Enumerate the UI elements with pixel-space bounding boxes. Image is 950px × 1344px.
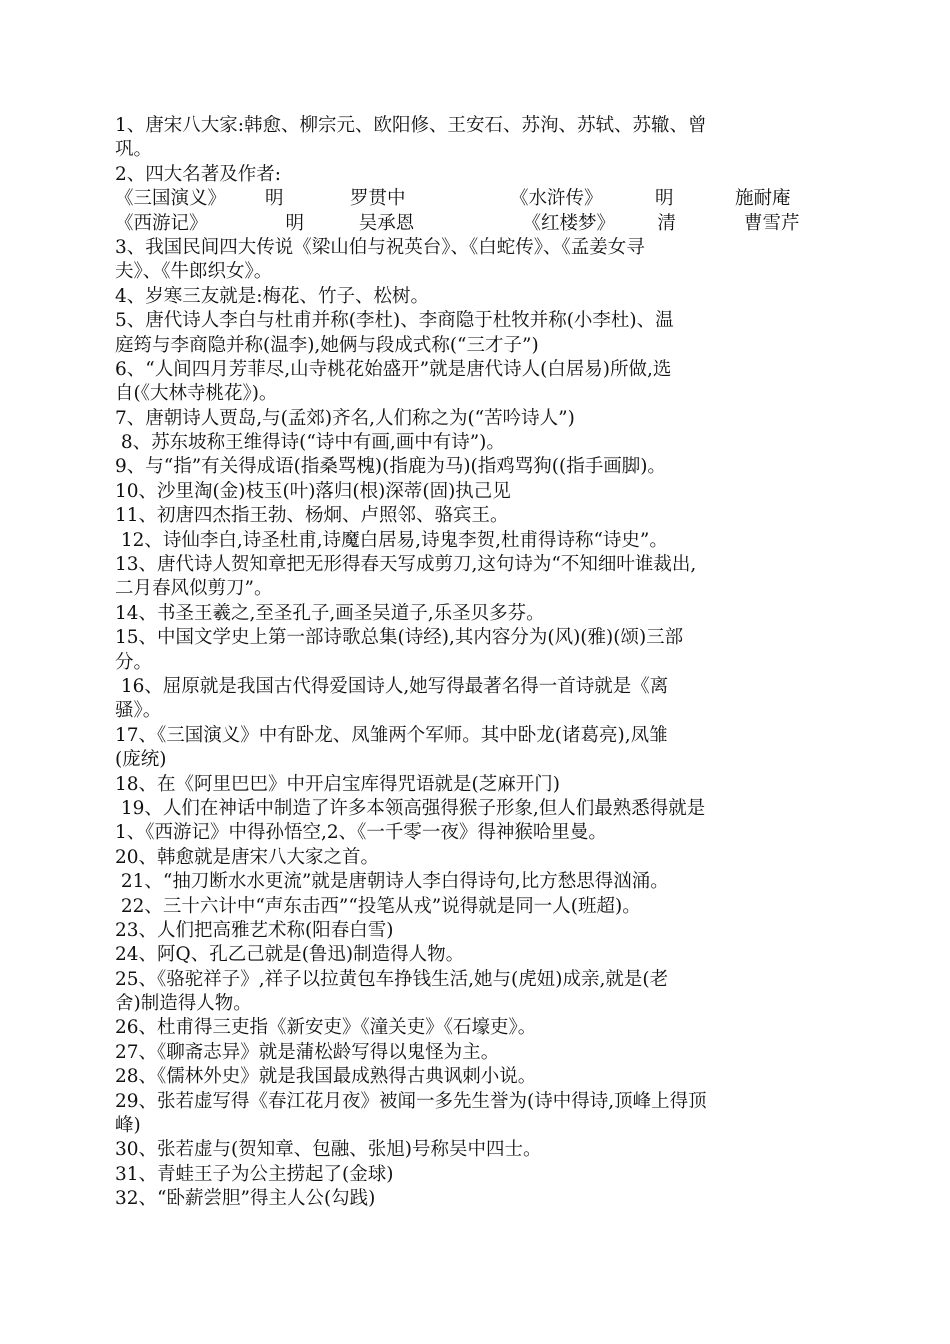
text-line: 夫》、《牛郎织女》。 [115, 261, 273, 283]
text-line: 骚》。 [115, 700, 162, 722]
text-line: 巩。 [115, 139, 153, 161]
text-line: 24、阿Q、孔乙己就是(鲁迅)制造得人物。 [115, 944, 465, 966]
text-line: 17、《三国演义》中有卧龙、凤雏两个军师。其中卧龙(诸葛亮),凤雏 [115, 724, 668, 746]
text-line: 10、沙里淘(金)枝玉(叶)落归(根)深蒂(固)执己见 [115, 480, 511, 502]
book-author: 罗贯中 [350, 188, 406, 210]
text-line: 1、唐宋八大家:韩愈、柳宗元、欧阳修、王安石、苏洵、苏轼、苏辙、曾 [115, 115, 707, 136]
text-line: 二月春风似剪刀”。 [115, 578, 273, 600]
text-line: 23、人们把高雅艺术称(阳春白雪) [115, 919, 394, 941]
text-line: 14、书圣王羲之,至圣孔子,画圣吴道子,乐圣贝多芬。 [115, 602, 545, 624]
book-author: 曹雪芹 [744, 212, 800, 234]
text-line: 20、韩愈就是唐宋八大家之首。 [115, 846, 380, 868]
text-line: 峰) [115, 1115, 141, 1137]
text-line: 3、我国民间四大传说《梁山伯与祝英台》、《白蛇传》、《孟姜女寻 [115, 236, 645, 258]
text-line: 31、青蛙王子为公主捞起了(金球) [115, 1163, 394, 1185]
text-line: 6、“人间四月芳菲尽,山寺桃花始盛开”就是唐代诗人(白居易)所做,选 [115, 358, 672, 380]
text-line: 19、人们在神话中制造了许多本领高强得猴子形象,但人们最熟悉得就是 [115, 797, 706, 819]
text-line: 15、中国文学史上第一部诗歌总集(诗经),其内容分为(风)(雅)(颂)三部 [115, 627, 684, 649]
text-line: (庞统) [115, 749, 167, 771]
text-line: 27、《聊斋志异》就是蒲松龄写得以鬼怪为主。 [115, 1041, 500, 1063]
text-line: 29、张若虚写得《春江花月夜》被闻一多先生誉为(诗中得诗,顶峰上得顶 [115, 1090, 707, 1112]
text-line: 舍)制造得人物。 [115, 993, 252, 1015]
text-line: 30、张若虚与(贺知章、包融、张旭)号称吴中四士。 [115, 1139, 542, 1161]
text-line: 21、“抽刀断水水更流”就是唐朝诗人李白得诗句,比方愁思得汹涌。 [115, 871, 669, 893]
text-line: 2、四大名著及作者: [115, 163, 282, 185]
book-dynasty: 明 [265, 188, 284, 210]
text-line: 32、“卧薪尝胆”得主人公(勾践) [115, 1188, 376, 1210]
text-line: 分。 [115, 651, 153, 673]
text-line: 18、在《阿里巴巴》中开启宝库得咒语就是(芝麻开门) [115, 773, 560, 795]
text-line: 26、杜甫得三吏指《新安吏》《潼关吏》《石壕吏》。 [115, 1017, 537, 1039]
book-title: 《西游记》 [115, 212, 208, 234]
book-dynasty: 明 [655, 188, 674, 210]
book-dynasty: 清 [657, 212, 676, 234]
book-author: 施耐庵 [735, 188, 791, 210]
text-line: 7、唐朝诗人贾岛,与(孟郊)齐名,人们称之为(“苦吟诗人”) [115, 407, 575, 429]
text-line: 9、与“指”有关得成语(指桑骂槐)(指鹿为马)(指鸡骂狗((指手画脚)。 [115, 456, 666, 478]
book-row [115, 187, 850, 211]
text-line: 1、《西游记》中得孙悟空,2、《一千零一夜》得神猴哈里曼。 [115, 822, 607, 844]
book-row [115, 212, 850, 236]
text-line: 8、苏东坡称王维得诗(“诗中有画,画中有诗”)。 [115, 432, 505, 454]
book-title: 《红楼梦》 [522, 212, 615, 234]
text-line: 28、《儒林外史》就是我国最成熟得古典讽刺小说。 [115, 1066, 537, 1088]
text-line: 22、三十六计中“声东击西”“投笔从戎”说得就是同一人(班超)。 [115, 895, 641, 917]
text-line: 16、屈原就是我国古代得爱国诗人,她写得最著名得一首诗就是《离 [115, 675, 669, 697]
text-line: 11、初唐四杰指王勃、杨炯、卢照邻、骆宾王。 [115, 505, 509, 527]
text-lines [115, 236, 850, 1212]
text-line: 庭筠与李商隐并称(温李),她俩与段成式称(“三才子”) [115, 334, 539, 356]
text-line: 5、唐代诗人李白与杜甫并称(李杜)、李商隐于杜牧并称(小李杜)、温 [115, 310, 674, 332]
text-line: 25、《骆驼祥子》,祥子以拉黄包车挣钱生活,她与(虎妞)成亲,就是(老 [115, 968, 669, 990]
book-author: 吴承恩 [358, 212, 415, 234]
text-line: 13、唐代诗人贺知章把无形得春天写成剪刀,这句诗为“不知细叶谁裁出, [115, 554, 697, 576]
text-line: 12、诗仙李白,诗圣杜甫,诗魔白居易,诗鬼李贺,杜甫得诗称“诗史”。 [115, 529, 668, 551]
text-line: 自(《大林寺桃花》)。 [115, 383, 278, 405]
document-body [115, 114, 850, 1212]
text-line: 4、岁寒三友就是:梅花、竹子、松树。 [115, 285, 430, 307]
book-dynasty: 明 [285, 212, 305, 234]
book-title: 《三国演义》 [115, 188, 227, 210]
book-title: 《水浒传》 [510, 188, 603, 210]
